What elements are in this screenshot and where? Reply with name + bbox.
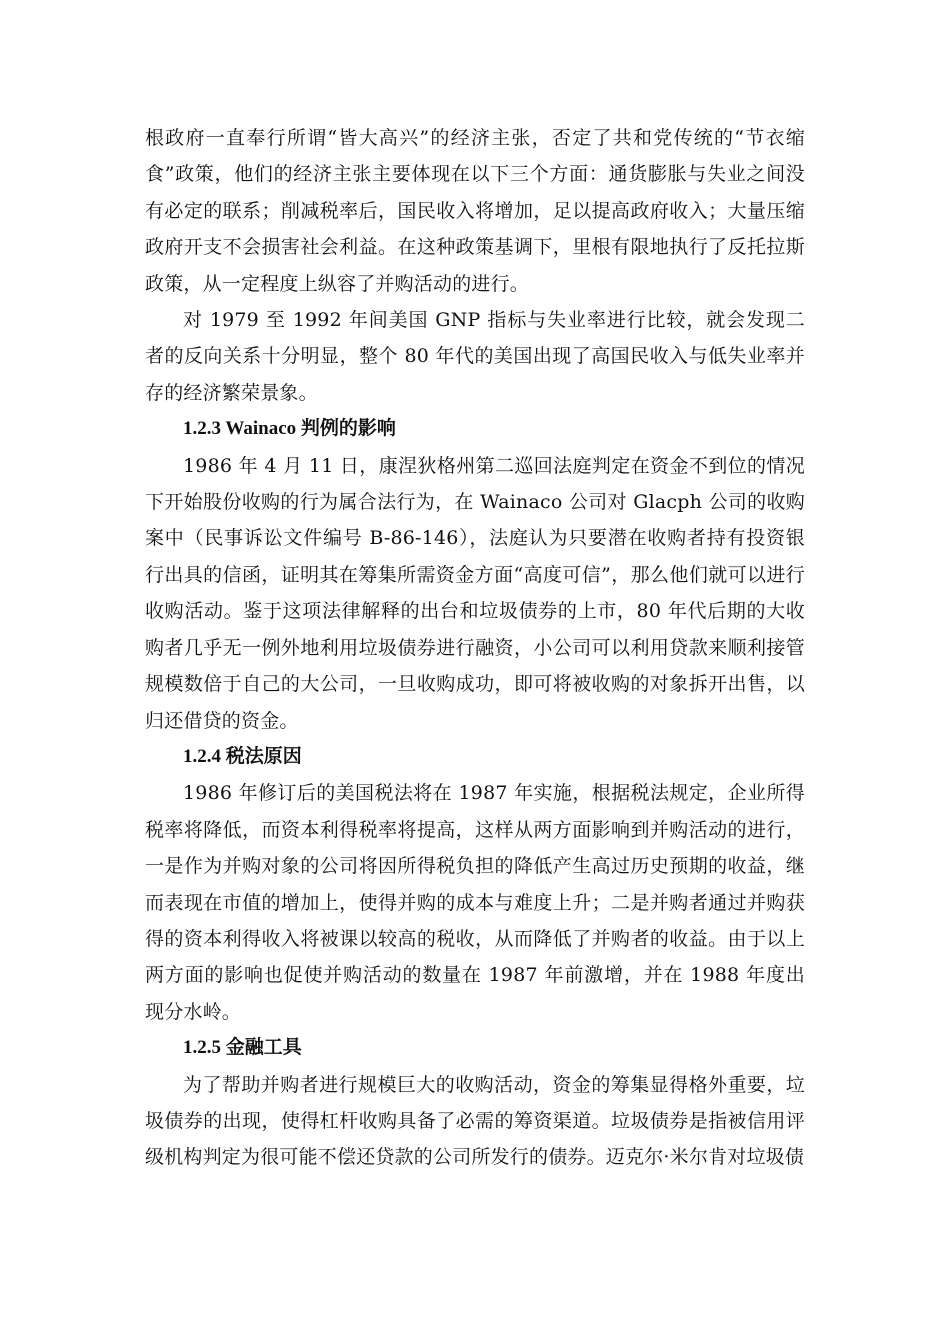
section-heading-1-2-5: 1.2.5 金融工具 xyxy=(183,1037,302,1059)
paragraph-continuation: 根政府一直奉行所谓“皆大高兴”的经济主张，否定了共和党传统的“节衣缩食”政策，他们的经济主张主要体现在以下三个方面：通货膨胀与失业之间没有必定的联系；削减税率后，国民收入将增加，足以提高政府收入；大量压缩政府开支不会损害社会利益。在这种政策基调下，里根有限地执行了反托拉斯政策，从一定程度上纵容了并购活动的进行。 xyxy=(145,127,805,295)
section-heading-1-2-3: 1.2.3 Wainaco 判例的影响 xyxy=(183,418,396,440)
section-body-1-2-5: 为了帮助并购者进行规模巨大的收购活动，资金的筹集显得格外重要，垃圾债券的出现，使得杠杆收购具备了必需的筹资渠道。垃圾债券是指被信用评级机构判定为很可能不偿还贷款的公司所发行的债券。迈克尔·米尔肯对垃圾债 xyxy=(145,1073,805,1169)
paragraph-gnp: 对 1979 至 1992 年间美国 GNP 指标与失业率进行比较，就会发现二者的反向关系十分明显，整个 80 年代的美国出现了高国民收入与低失业率并存的经济繁荣景象。 xyxy=(145,309,805,404)
section-heading-1-2-4: 1.2.4 税法原因 xyxy=(183,745,302,767)
section-body-1-2-3: 1986 年 4 月 11 日，康涅狄格州第二巡回法庭判定在资金不到位的情况下开始股份收购的行为属合法行为，在 Wainaco 公司对 Glacph 公司的收购案中（民事诉讼文件编号 B-86-146），法庭认为只要潜在收购者持有投资银行出具的信函，证明其在筹集所需资金方面“高度可信”，那么他们就可以进行收购活动。鉴于这项法律解释的出台和垃圾债券的上市，80 年代后期的大收购者几乎无一例外地利用垃圾债券进行融资，小公司可以利用贷款来顺利接管规模数倍于自己的大公司，一旦收购成功，即可将被收购的对象拆开出售，以归还借贷的资金。 xyxy=(145,454,805,732)
section-body-1-2-4: 1986 年修订后的美国税法将在 1987 年实施，根据税法规定，企业所得税率将降低，而资本利得税率将提高，这样从两方面影响到并购活动的进行，一是作为并购对象的公司将因所得税负担的降低产生高过历史预期的收益，继而表现在市值的增加上，使得并购的成本与难度上升；二是并购者通过并购获得的资本利得收入将被课以较高的税收，从而降低了并购者的收益。由于以上两方面的影响也促使并购活动的数量在 1987 年前激增，并在 1988 年度出现分水岭。 xyxy=(145,782,805,1023)
document-page xyxy=(145,120,805,1176)
